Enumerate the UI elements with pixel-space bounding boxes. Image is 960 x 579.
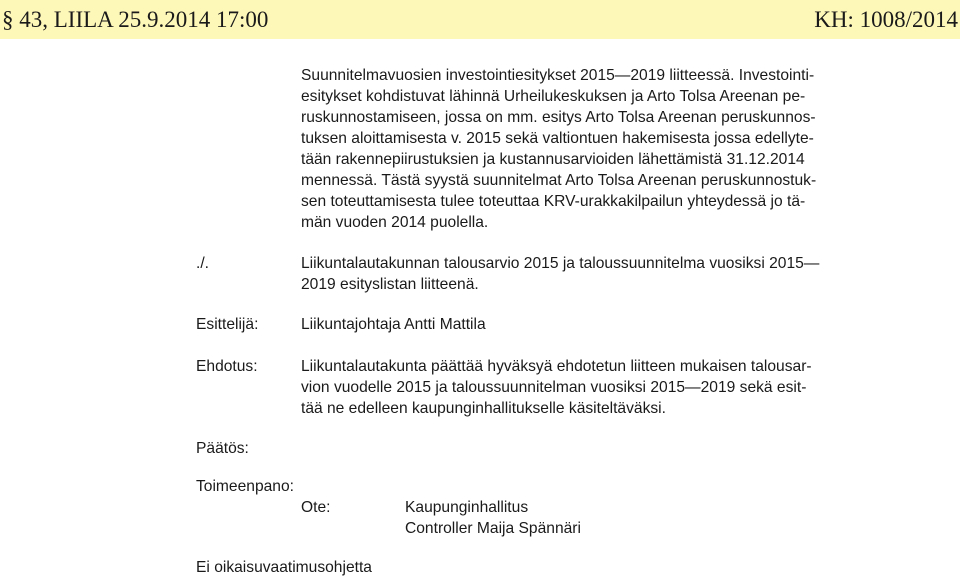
presenter-name: Liikuntajohtaja Antti Mattila xyxy=(301,316,486,333)
paragraph-line: män vuoden 2014 puolella. xyxy=(301,214,489,231)
attachment-line: 2019 esityslistan liitteenä. xyxy=(301,276,479,293)
decision-label: Päätös: xyxy=(196,440,249,457)
appeal-note: Ei oikaisuvaatimusohjetta xyxy=(196,559,372,576)
attachment-marker: ./. xyxy=(196,255,209,272)
document-header xyxy=(0,0,960,39)
proposal-line: tää ne edelleen kaupunginhallitukselle käsiteltäväksi. xyxy=(301,400,666,417)
recipient-item: Kaupunginhallitus xyxy=(405,499,529,516)
intro-paragraph xyxy=(301,65,816,233)
proposal-line: vion vuodelle 2015 ja taloussuunnitelman vuosiksi 2015—2019 sekä esit- xyxy=(301,379,807,396)
paragraph-line: tään rakennepiirustuksien ja kustannusarvioiden lähettämistä 31.12.2014 xyxy=(301,151,805,168)
proposal-label: Ehdotus: xyxy=(196,358,258,375)
paragraph-line: mennessä. Tästä syystä suunnitelmat Arto Tolsa Areenan peruskunnostuk- xyxy=(301,172,817,189)
excerpt-label: Ote: xyxy=(301,499,331,516)
section-meeting-info: § 43, LIILA 25.9.2014 17:00 xyxy=(2,7,269,32)
excerpt-recipients xyxy=(405,497,581,539)
paragraph-line: sen toteuttamisesta tulee toteuttaa KRV-urakkakilpailun yhteydessä jo tä- xyxy=(301,193,806,210)
implementation-label: Toimeenpano: xyxy=(196,478,294,495)
paragraph-line: tuksen aloittamisesta v. 2015 sekä valtiontuen hakemisesta jossa edellyte- xyxy=(301,130,814,147)
proposal-text xyxy=(301,356,812,419)
paragraph-line: ruskunnostamiseen, jossa on mm. esitys Arto Tolsa Areenan peruskunnos- xyxy=(301,109,816,126)
paragraph-line: esitykset kohdistuvat lähinnä Urheilukeskuksen ja Arto Tolsa Areenan pe- xyxy=(301,88,806,105)
attachment-line: Liikuntalautakunnan talousarvio 2015 ja taloussuunnitelma vuosiksi 2015— xyxy=(301,255,820,272)
recipient-item: Controller Maija Spännäri xyxy=(405,520,581,537)
attachment-text xyxy=(301,253,819,295)
presenter-label: Esittelijä: xyxy=(196,316,259,333)
proposal-line: Liikuntalautakunta päättää hyväksyä ehdotetun liitteen mukaisen talousar- xyxy=(301,358,812,375)
paragraph-line: Suunnitelmavuosien investointiesitykset 2015—2019 liitteessä. Investointi- xyxy=(301,67,815,84)
case-number: KH: 1008/2014 xyxy=(814,7,958,32)
